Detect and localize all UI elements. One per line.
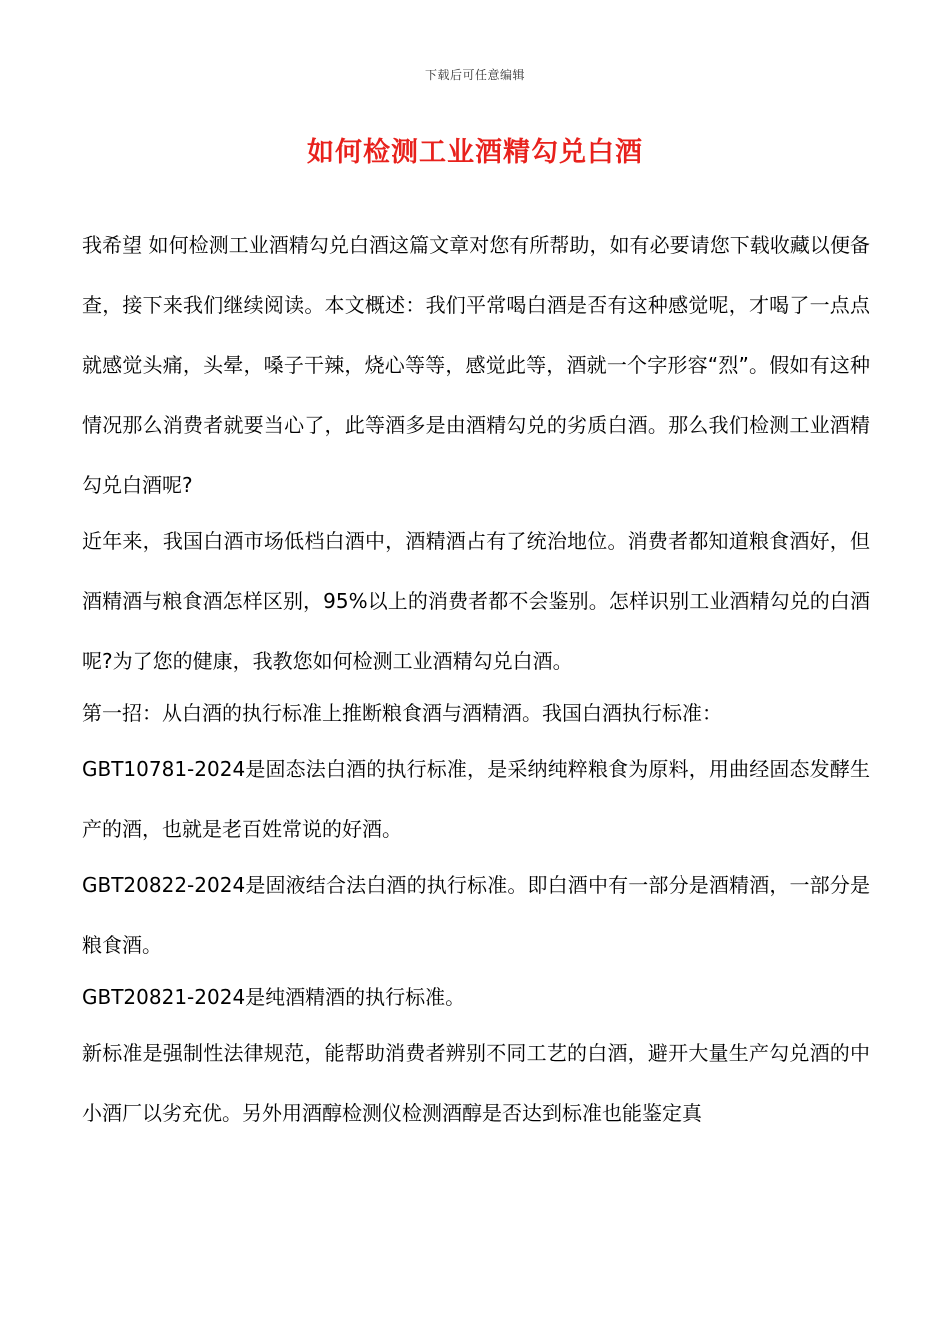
paragraph-standard-mixed: GBT20822-2024是固液结合法白酒的执行标准。即白酒中有一部分是酒精酒，一部分是粮食酒。 [82, 873, 870, 957]
paragraph-market: 近年来，我国白酒市场低档白酒中，酒精酒占有了统治地位。消费者都知道粮食酒好，但酒精酒与粮食酒怎样区别，95%以上的消费者都不会鉴别。怎样识别工业酒精勾兑的白酒呢?为了您的健康，我教您如何检测工业酒精勾兑白酒。 [82, 529, 870, 673]
paragraph-standard-alcohol: GBT20821-2024是纯酒精酒的执行标准。 [82, 985, 466, 1009]
header-note: 下载后可任意编辑 [424, 68, 525, 82]
document-body [82, 215, 870, 1143]
paragraph-standard-solid: GBT10781-2024是固态法白酒的执行标准，是采纳纯粹粮食为原料，用曲经固态发酵生产的酒，也就是老百姓常说的好酒。 [82, 757, 870, 841]
document-title: 如何检测工业酒精勾兑白酒 [307, 137, 643, 168]
paragraph-new-standard: 新标准是强制性法律规范，能帮助消费者辨别不同工艺的白酒，避开大量生产勾兑酒的中小酒厂以劣充优。另外用酒醇检测仪检测酒醇是否达到标准也能鉴定真 [82, 1041, 870, 1125]
paragraph-intro: 我希望 如何检测工业酒精勾兑白酒这篇文章对您有所帮助，如有必要请您下载收藏以便备查，接下来我们继续阅读。本文概述：我们平常喝白酒是否有这种感觉呢，才喝了一点点就感觉头痛，头晕，嗓子干辣，烧心等等，感觉此等，酒就一个字形容“烈”。假如有这种情况那么消费者就要当心了，此等酒多是由酒精勾兑的劣质白酒。那么我们检测工业酒精勾兑白酒呢? [82, 233, 870, 497]
paragraph-first-tip: 第一招：从白酒的执行标准上推断粮食酒与酒精酒。我国白酒执行标准： [82, 701, 722, 725]
